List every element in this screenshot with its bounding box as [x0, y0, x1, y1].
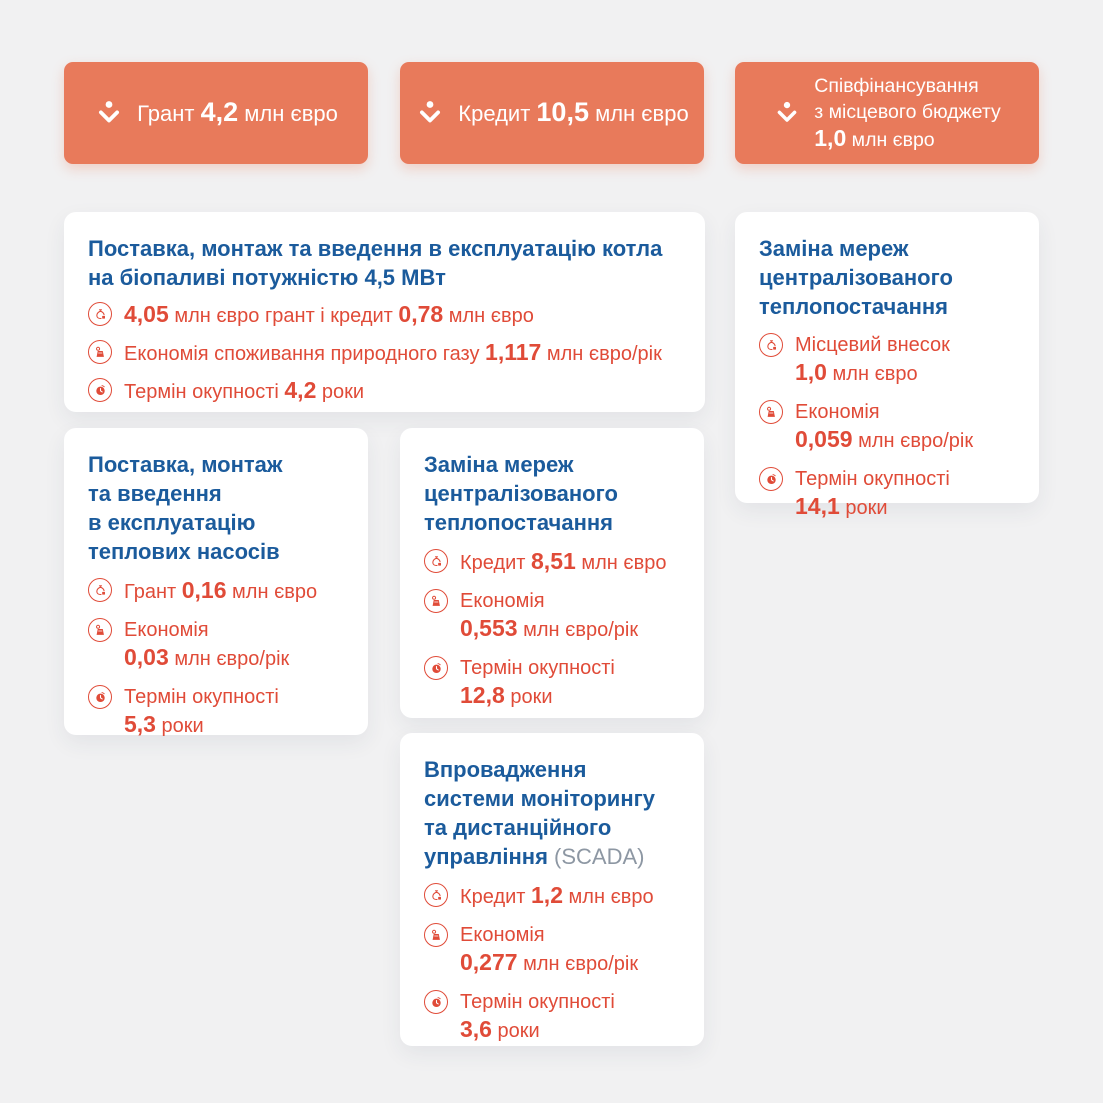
card-heat-pumps: [64, 428, 368, 735]
bullet-text: Економія 0,277 млн євро/рік: [460, 924, 639, 975]
bullet-savings: [424, 588, 680, 644]
bullet-list: [759, 332, 1015, 522]
bullet-text: Термін окупності 12,8 роки: [460, 657, 615, 708]
download-arrow-icon: [773, 99, 801, 127]
bullet-text: Термін окупності 4,2 роки: [124, 377, 365, 403]
download-arrow-icon: [94, 98, 124, 128]
bullet-savings: [759, 399, 1015, 455]
bullet-funding: [759, 332, 1015, 388]
money-bag-icon: [759, 333, 783, 357]
clock-icon: [88, 685, 112, 709]
card-title: Заміна мереж централізованого теплопостачання: [424, 452, 618, 535]
bullet-payback: [424, 989, 680, 1045]
savings-icon: [424, 589, 448, 613]
card-network-replacement-local: [735, 212, 1039, 519]
savings-icon: [424, 923, 448, 947]
bullet-list: [424, 882, 680, 1045]
clock-icon: [424, 990, 448, 1014]
bullet-funding: [88, 301, 681, 330]
bullet-text: Кредит 8,51 млн євро: [460, 548, 667, 574]
banner-credit: [400, 62, 704, 164]
bullet-funding: [424, 548, 680, 577]
clock-icon: [424, 656, 448, 680]
bullet-list: [88, 577, 344, 740]
bullet-text: Грант 0,16 млн євро: [124, 577, 318, 603]
bullet-payback: [759, 466, 1015, 522]
savings-icon: [88, 340, 112, 364]
card-biofuel-boiler: [64, 212, 705, 412]
bullet-list: [88, 301, 681, 406]
clock-icon: [88, 378, 112, 402]
bullet-text: Термін окупності 5,3 роки: [124, 686, 279, 737]
bullet-payback: [88, 377, 681, 406]
bullet-payback: [88, 684, 344, 740]
card-network-replacement-credit: [400, 428, 704, 718]
bullet-text: Кредит 1,2 млн євро: [460, 882, 654, 908]
bullet-list: [424, 548, 680, 711]
bullet-payback: [424, 655, 680, 711]
bullet-savings: [424, 922, 680, 978]
money-bag-icon: [88, 578, 112, 602]
money-bag-icon: [424, 883, 448, 907]
banner-cofinancing: [735, 62, 1039, 164]
banner-cofinancing-text: Співфінансування з місцевого бюджету 1,0 млн євро: [814, 75, 1001, 151]
card-title: Поставка, монтаж та введення в експлуатацію теплових насосів: [88, 452, 283, 564]
card-title: Впровадження системи моніторингу та дистанційного управління (SCADA): [424, 757, 656, 869]
bullet-text: 4,05 млн євро грант і кредит 0,78 млн євро: [124, 301, 534, 327]
savings-icon: [759, 400, 783, 424]
card-title: Поставка, монтаж та введення в експлуатацію котла на біопаливі потужністю 4,5 МВт: [88, 236, 663, 290]
bullet-funding: [88, 577, 344, 606]
money-bag-icon: [424, 549, 448, 573]
bullet-text: Економія споживання природного газу 1,117 млн євро/рік: [124, 339, 662, 365]
banner-grant: [64, 62, 368, 164]
download-arrow-icon: [415, 98, 445, 128]
bullet-funding: [424, 882, 680, 911]
bullet-savings: [88, 617, 344, 673]
bullet-text: Термін окупності 14,1 роки: [795, 468, 950, 519]
bullet-text: Економія 0,553 млн євро/рік: [460, 590, 639, 641]
savings-icon: [88, 618, 112, 642]
card-scada: [400, 733, 704, 1046]
bullet-text: Економія 0,03 млн євро/рік: [124, 619, 290, 670]
banner-credit-text: Кредит 10,5 млн євро: [458, 97, 689, 127]
banner-grant-text: Грант 4,2 млн євро: [137, 97, 338, 127]
bullet-text: Місцевий внесок 1,0 млн євро: [795, 334, 950, 385]
card-title: Заміна мереж централізованого теплопостачання: [759, 236, 953, 319]
money-bag-icon: [88, 302, 112, 326]
bullet-text: Економія 0,059 млн євро/рік: [795, 401, 974, 452]
clock-icon: [759, 467, 783, 491]
bullet-text: Термін окупності 3,6 роки: [460, 991, 615, 1042]
bullet-savings: [88, 339, 681, 368]
